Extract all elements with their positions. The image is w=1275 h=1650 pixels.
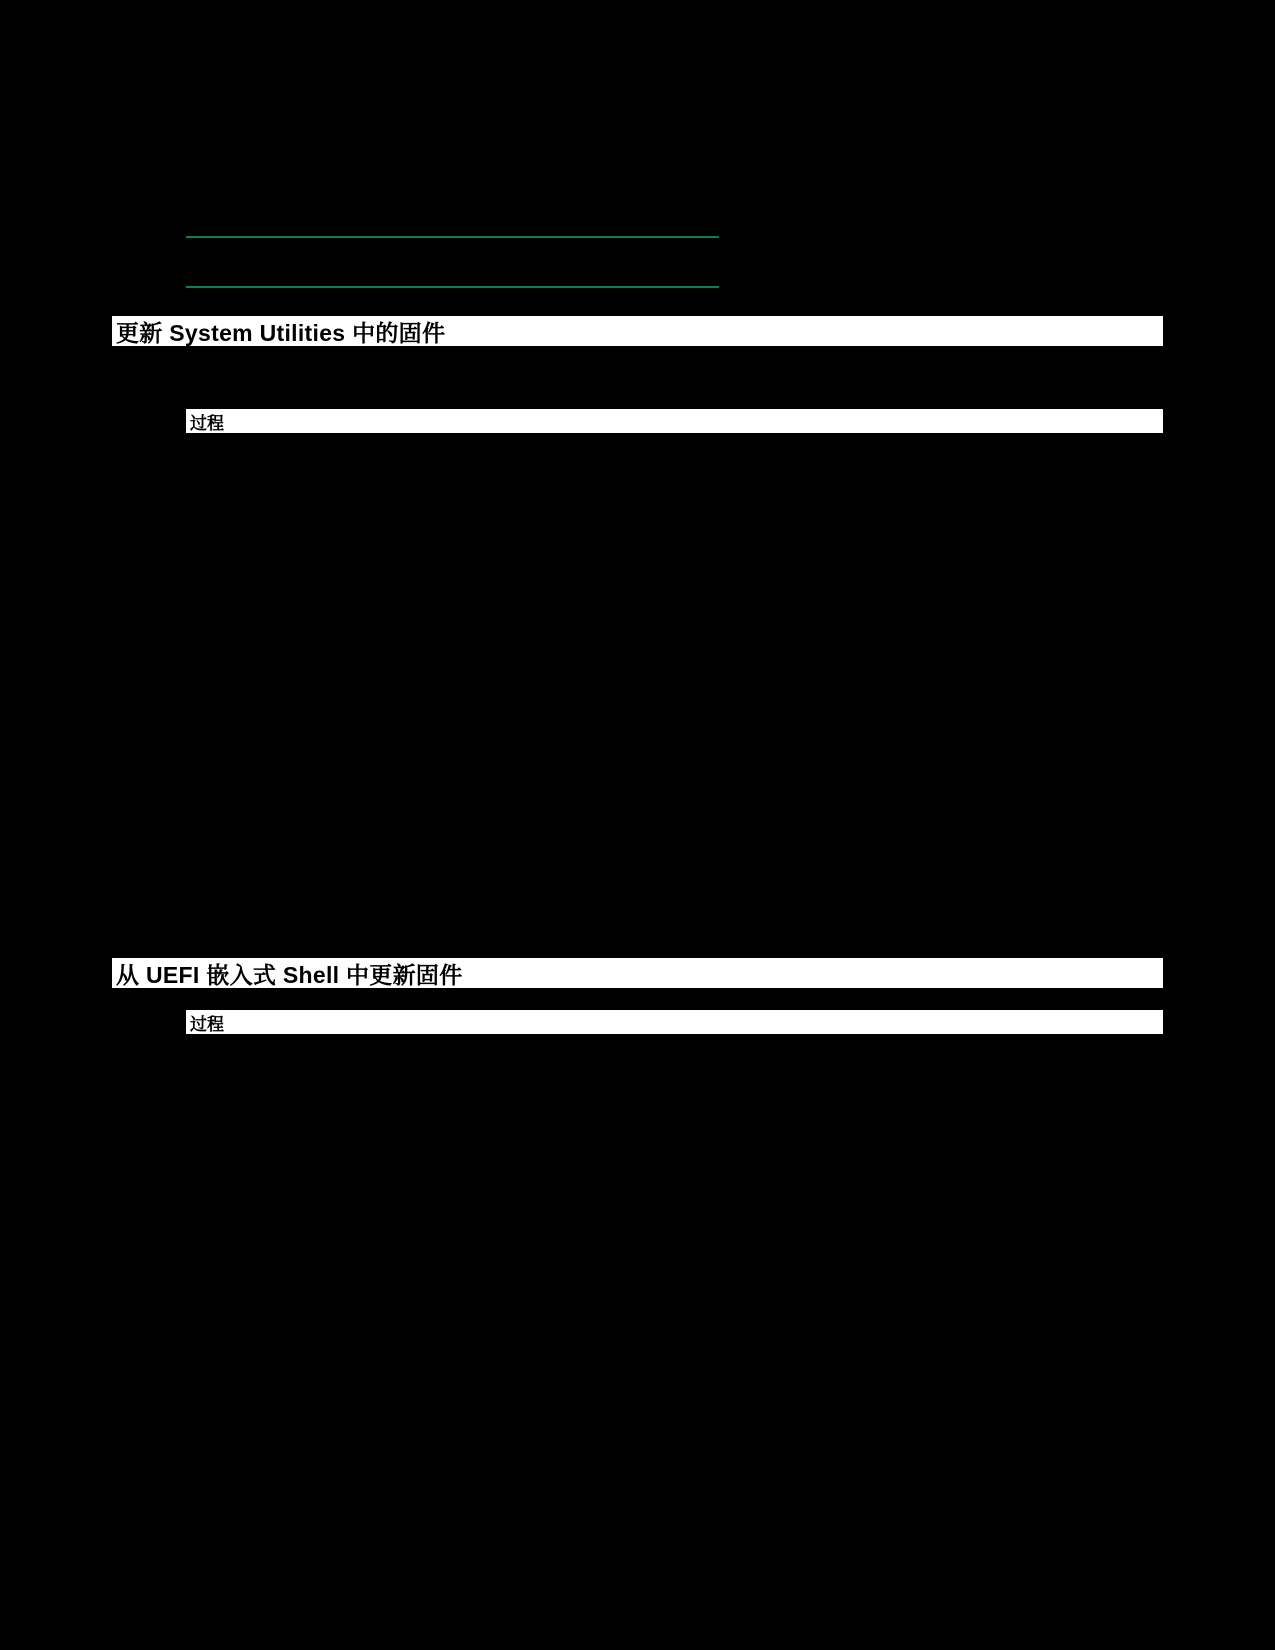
section-subheading-banner-1 [186,409,1163,433]
section-heading-2: 从 UEFI 嵌入式 Shell 中更新固件 [116,961,463,988]
section-subheading-2: 过程 [190,1014,224,1034]
section-subheading-1: 过程 [190,413,224,433]
section-heading-1: 更新 System Utilities 中的固件 [116,319,446,346]
section-heading-banner-1 [112,316,1163,346]
divider-rule-bottom [186,286,719,288]
section-heading-banner-2 [112,958,1163,988]
section-subheading-banner-2 [186,1010,1163,1034]
divider-rule-top [186,236,719,238]
